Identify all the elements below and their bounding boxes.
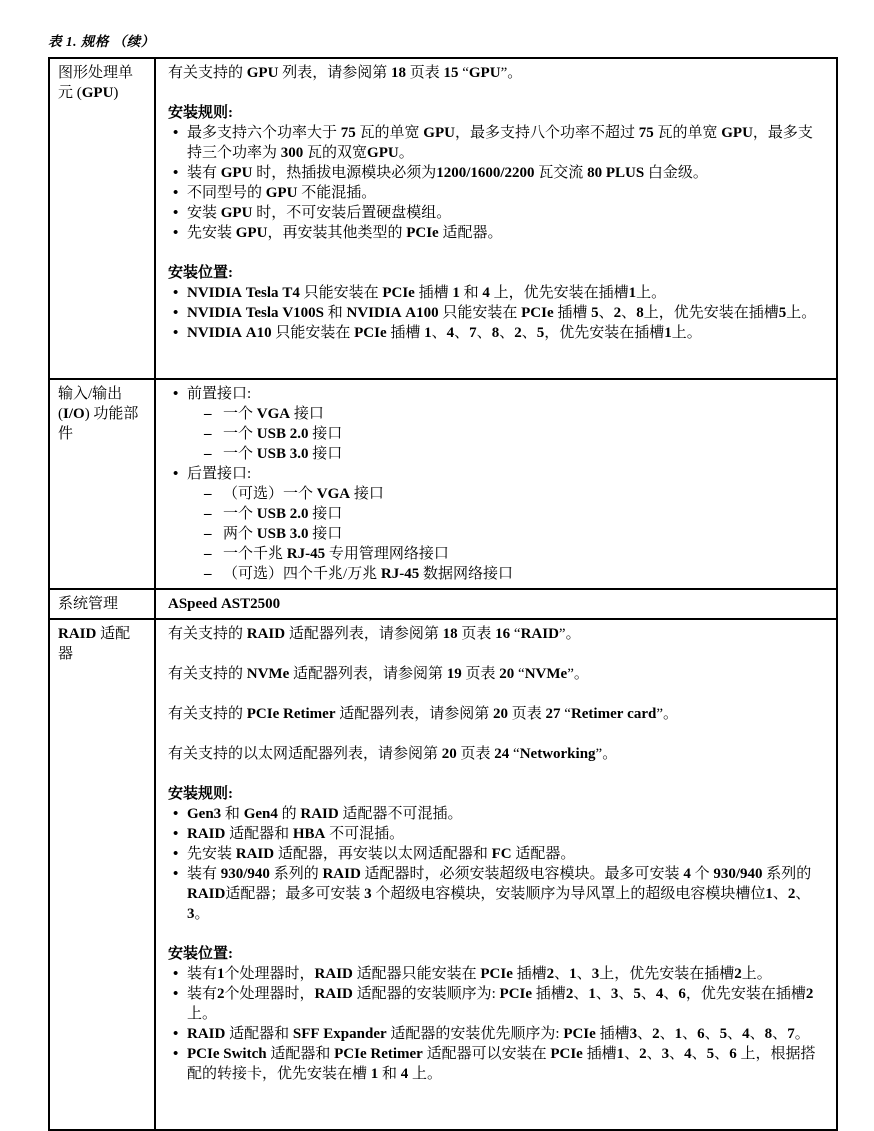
row-content <box>155 619 837 1130</box>
bullet-item: • RAID 适配器和 SFF Expander 适配器的安装优先顺序为: PCIe 插槽3、2、1、6、5、4、8、7。 <box>168 1024 822 1044</box>
row-label: 图形处理单元 (GPU) <box>49 58 155 379</box>
bullet-list <box>168 804 822 924</box>
bullet-item: • 前置接口: – 一个 VGA 接口 – 一个 USB 2.0 接口 – 一个 USB 3.0 接口 <box>168 384 822 464</box>
row-label: RAID 适配器 <box>49 619 155 1130</box>
bullet-item: • PCIe Switch 适配器和 PCIe Retimer 适配器可以安装在 PCIe 插槽1、2、3、4、5、6 上，根据搭配的转接卡，优先安装在槽 1 和 4 上。 <box>168 1044 822 1084</box>
bullet-item: • 装有 GPU 时，热插拔电源模块必须为1200/1600/2200 瓦交流 80 PLUS 白金级。 <box>168 163 822 183</box>
dash-item: – 一个 VGA 接口 <box>204 404 822 424</box>
table-row <box>49 58 837 379</box>
section-heading: 安装位置: <box>168 265 233 281</box>
row-content <box>155 379 837 589</box>
dash-item: – 一个 USB 2.0 接口 <box>204 504 822 524</box>
bullet-item: • 后置接口: – （可选）一个 VGA 接口 – 一个 USB 2.0 接口 – 两个 USB 3.0 接口 – 一个千兆 RJ-45 专用管理网络接口 – （可选）四个千兆/万兆 RJ-45 数据网络接口 <box>168 464 822 584</box>
table-row <box>49 379 837 589</box>
row-content <box>155 58 837 379</box>
row-label: 系统管理 <box>49 589 155 619</box>
paragraph: 有关支持的 GPU 列表，请参阅第 18 页表 15 “GPU”。 <box>168 65 523 81</box>
dash-item: – 一个 USB 2.0 接口 <box>204 424 822 444</box>
paragraph: 有关支持的 RAID 适配器列表，请参阅第 18 页表 16 “RAID”。 <box>168 626 581 642</box>
bullet-list <box>168 384 822 584</box>
dash-item: – 一个 USB 3.0 接口 <box>204 444 822 464</box>
bullet-item: • 装有 930/940 系列的 RAID 适配器时，必须安装超级电容模块。最多可安装 4 个 930/940 系列的RAID适配器；最多可安装 3 个超级电容模块，安装顺序为导风罩上的超级电容模块槽位1、2、3。 <box>168 864 822 924</box>
spec-table-body <box>49 58 837 1130</box>
bullet-item: • 不同型号的 GPU 不能混插。 <box>168 183 822 203</box>
bullet-item: • 最多支持六个功率大于 75 瓦的单宽 GPU，最多支持八个功率不超过 75 瓦的单宽 GPU，最多支持三个功率为 300 瓦的双宽GPU。 <box>168 123 822 163</box>
paragraph: 有关支持的以太网适配器列表，请参阅第 20 页表 24 “Networking”。 <box>168 746 618 762</box>
bullet-list <box>168 123 822 243</box>
dash-item: – 两个 USB 3.0 接口 <box>204 524 822 544</box>
table-caption: 表 1. 规格 （续） <box>48 34 155 49</box>
bullet-item: • 安装 GPU 时，不可安装后置硬盘模组。 <box>168 203 822 223</box>
section-heading: 安装规则: <box>168 105 233 121</box>
dash-list <box>187 404 822 464</box>
section-heading: 安装位置: <box>168 946 233 962</box>
bullet-item: • 先安装 RAID 适配器，再安装以太网适配器和 FC 适配器。 <box>168 844 822 864</box>
row-content <box>155 589 837 619</box>
paragraph: 有关支持的 PCIe Retimer 适配器列表，请参阅第 20 页表 27 “Retimer card”。 <box>168 706 678 722</box>
paragraph: 有关支持的 NVMe 适配器列表，请参阅第 19 页表 20 “NVMe”。 <box>168 666 589 682</box>
bullet-item: • 先安装 GPU，再安装其他类型的 PCIe 适配器。 <box>168 223 822 243</box>
bullet-item: • 装有1个处理器时，RAID 适配器只能安装在 PCIe 插槽2、1、3上，优先安装在插槽2上。 <box>168 964 822 984</box>
dash-item: – 一个千兆 RJ-45 专用管理网络接口 <box>204 544 822 564</box>
bullet-item: • NVIDIA Tesla T4 只能安装在 PCIe 插槽 1 和 4 上，优先安装在插槽1上。 <box>168 283 822 303</box>
spec-table <box>48 57 838 1131</box>
bullet-item: • Gen3 和 Gen4 的 RAID 适配器不可混插。 <box>168 804 822 824</box>
bullet-list <box>168 964 822 1084</box>
dash-item: – （可选）一个 VGA 接口 <box>204 484 822 504</box>
bullet-item: • RAID 适配器和 HBA 不可混插。 <box>168 824 822 844</box>
section-heading: 安装规则: <box>168 786 233 802</box>
bullet-list <box>168 283 822 343</box>
dash-list <box>187 484 822 584</box>
table-row <box>49 619 837 1130</box>
row-label: 输入/输出 (I/O) 功能部件 <box>49 379 155 589</box>
paragraph: ASpeed AST2500 <box>168 596 281 612</box>
bullet-item: • NVIDIA Tesla V100S 和 NVIDIA A100 只能安装在 PCIe 插槽 5、2、8上，优先安装在插槽5上。 <box>168 303 822 323</box>
dash-item: – （可选）四个千兆/万兆 RJ-45 数据网络接口 <box>204 564 822 584</box>
bullet-item: • NVIDIA A10 只能安装在 PCIe 插槽 1、4、7、8、2、5，优先安装在插槽1上。 <box>168 323 822 343</box>
bullet-item: • 装有2个处理器时，RAID 适配器的安装顺序为: PCIe 插槽2、1、3、5、4、6，优先安装在插槽2上。 <box>168 984 822 1024</box>
table-row <box>49 589 837 619</box>
